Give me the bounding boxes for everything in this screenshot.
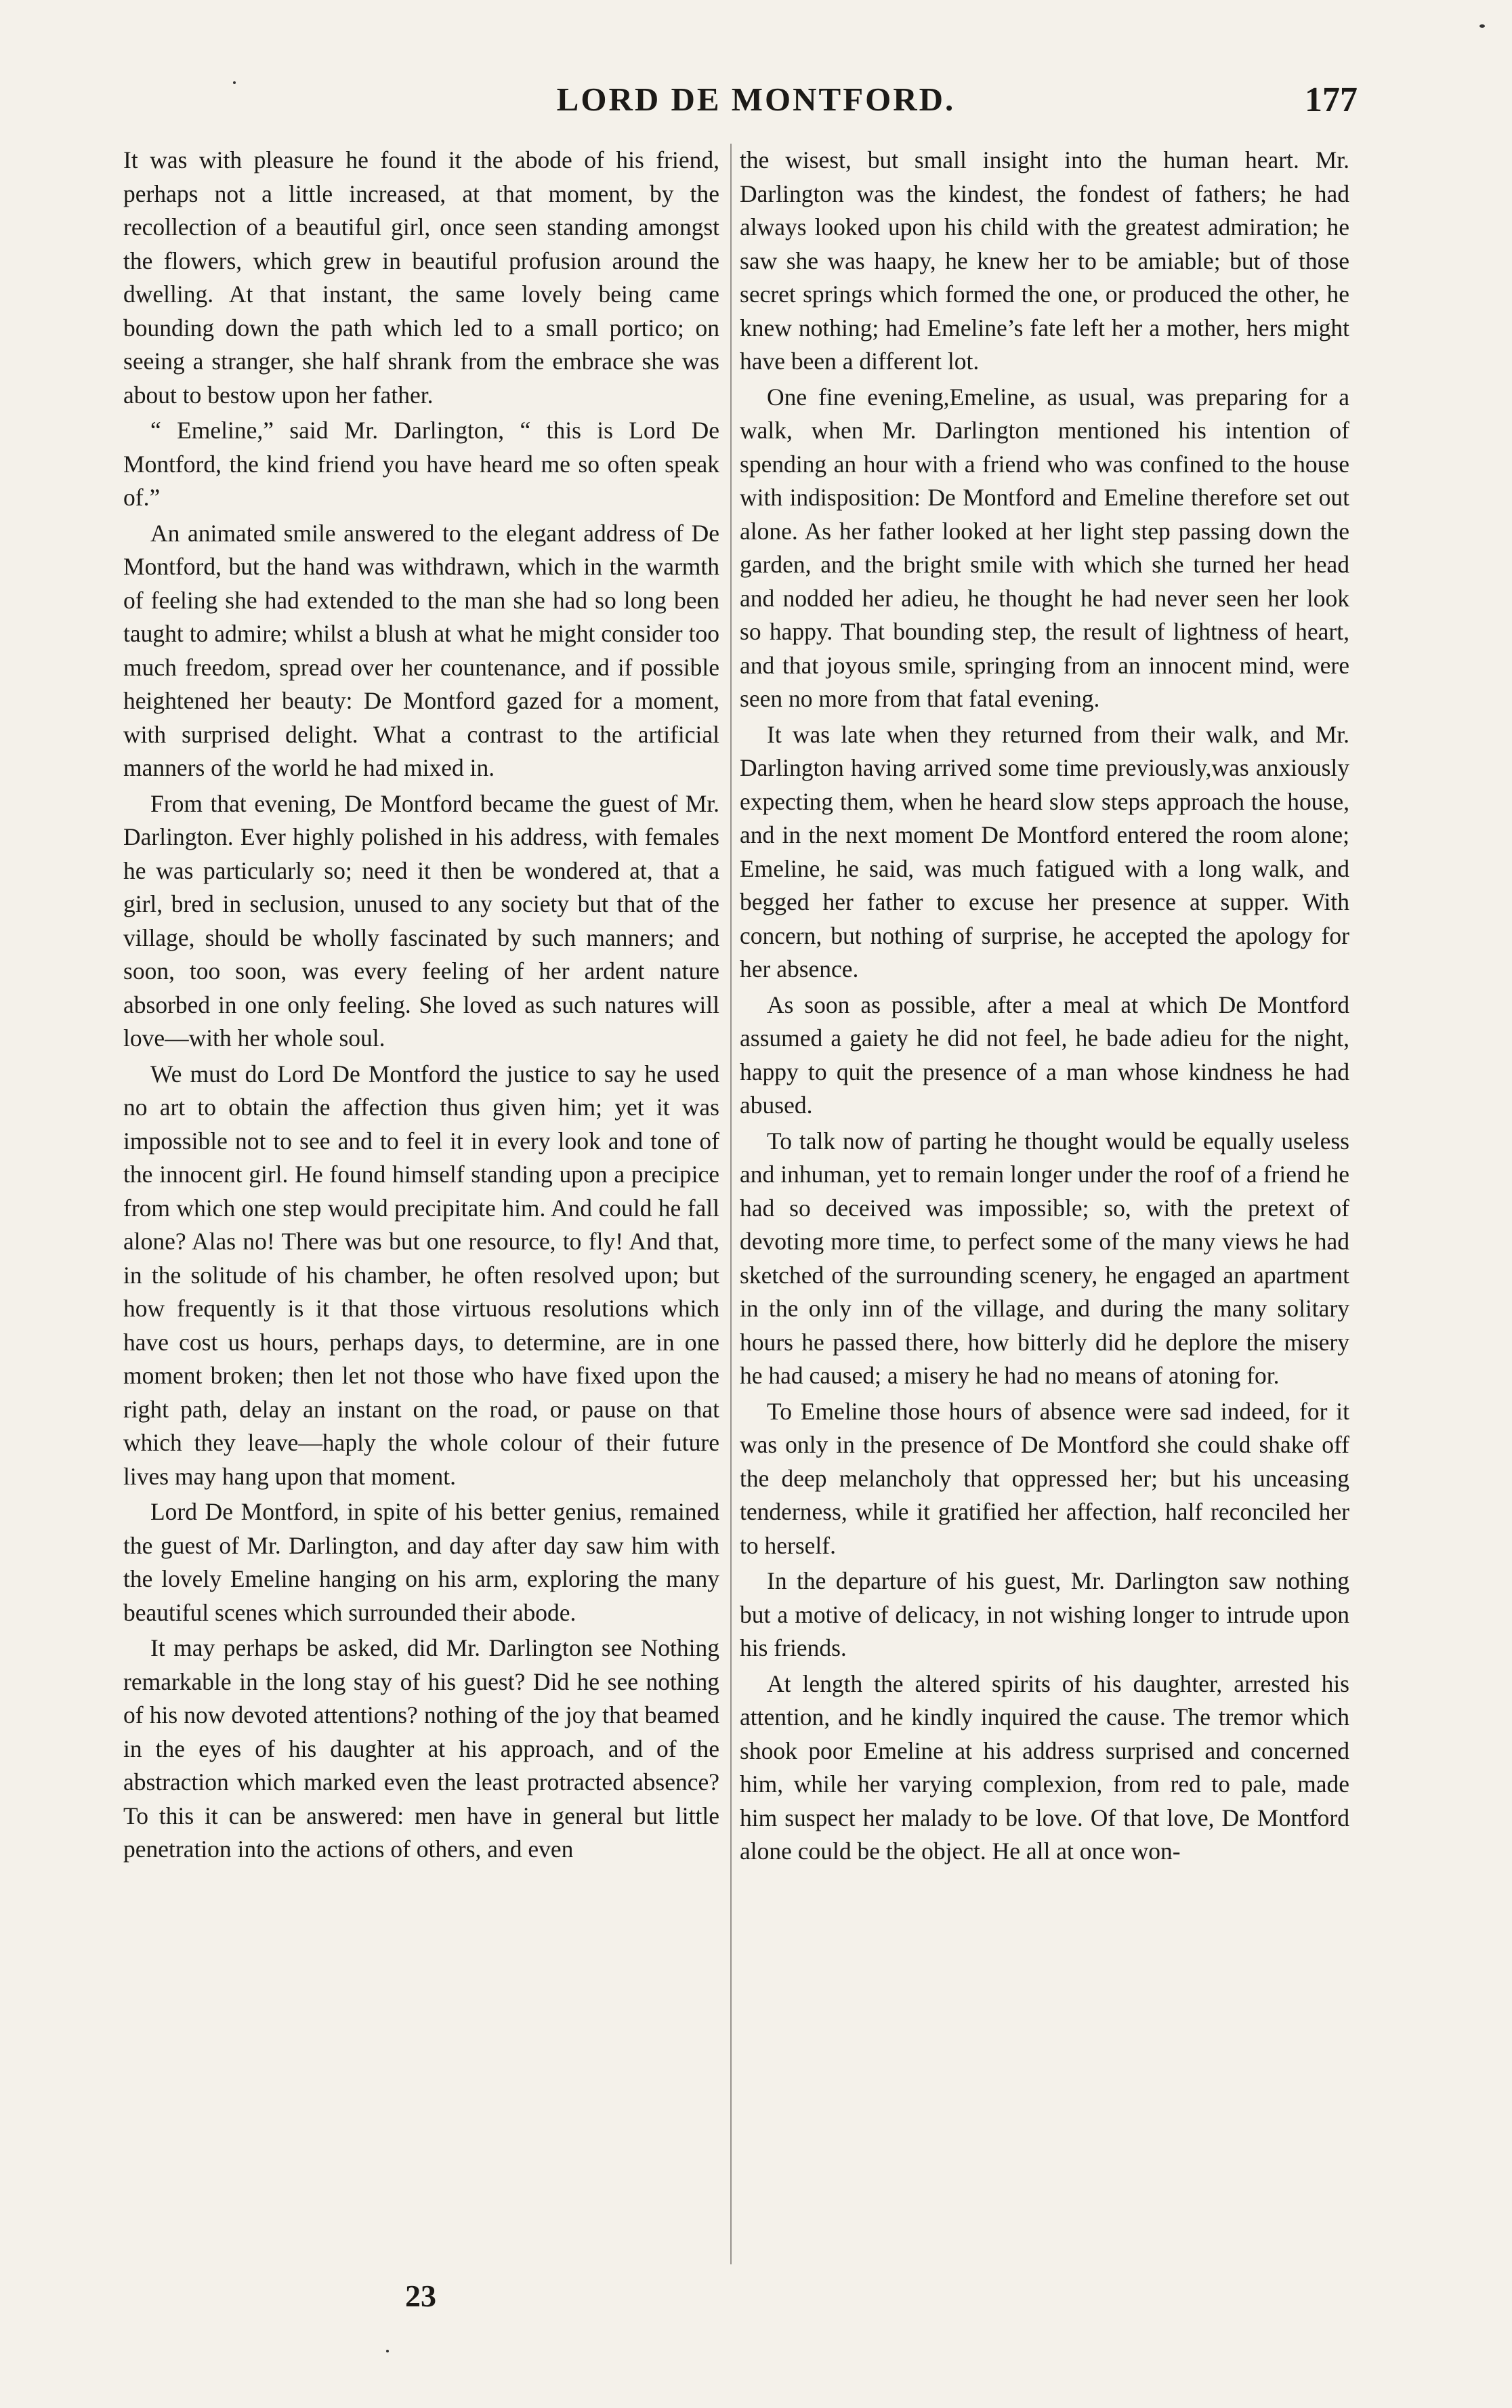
right-column [740, 144, 1349, 1871]
signature-mark: 23 [405, 2279, 436, 2313]
paragraph: “ Emeline,” said Mr. Darlington, “ this is Lord De Montford, the kind friend you have heard me so often speak of.” [123, 417, 719, 511]
left-column [123, 144, 719, 1869]
paragraph: From that evening, De Montford became the guest of Mr. Darlington. Ever highly polished in his address, with females he was particularly so; need it then be wondered at, that a girl, bred in seclusion, unused to any society but that of the village, should be wholly fascinated by such manners; and soon, too soon, was every feeling of her ardent nature absorbed in one only feeling. She loved as such natures will love—with her whole soul. [123, 789, 719, 1052]
paragraph: At length the altered spirits of his daughter, arrested his attention, and he kindly inquired the cause. The tremor which shook poor Emeline at his address surprised and concerned him, while her varying complexion, from red to pale, made him suspect her malady to be love. Of that love, De Montford alone could be the object. He all at once won- [740, 1669, 1349, 1865]
column-divider [730, 144, 732, 2264]
paragraph: We must do Lord De Montford the justice to say he used no art to obtain the affection thus given him; yet it was impossible not to see and to feel it in every look and tone of the innocent girl. He found himself standing upon a precipice from which one step would precipitate him. And could he fall alone? Alas no! There was but one resource, to fly! And that, in the solitude of his chamber, he often resolved upon; but how frequently is it that those virtuous resolutions which have cost us hours, perhaps days, to determine, are in one moment broken; then let not those who have fixed upon the right path, delay an instant on the road, or pause on that which they leave—haply the whole colour of their future lives may hang upon that moment. [123, 1060, 719, 1490]
paragraph: It was late when they returned from their walk, and Mr. Darlington having arrived some time previously,was anxiously expecting them, when he heard slow steps approach the house, and in the next moment De Montford entered the room alone; Emeline, he said, was much fatigued with a long walk, and begged her father to excuse her presence at supper. With concern, but nothing of surprise, he accepted the apology for her absence. [740, 720, 1349, 982]
page-header [0, 80, 1512, 127]
page-number: 177 [1305, 81, 1358, 119]
paragraph: It was with pleasure he found it the abode of his friend, perhaps not a little increased, at that moment, by the recollection of a beautiful girl, once seen standing amongst the flowers, which grew in beautiful profusion around the dwelling. At that instant, the same lovely being came bounding down the path which led to a small portico; on seeing a stranger, she half shrank from the embrace she was about to bestow upon her father. [123, 146, 719, 409]
paragraph: Lord De Montford, in spite of his better genius, remained the guest of Mr. Darlington, and day after day saw him with the lovely Emeline hanging on his arm, exploring the many beautiful scenes which surrounded their abode. [123, 1498, 719, 1626]
paragraph: As soon as possible, after a meal at which De Montford assumed a gaiety he did not feel, he bade adieu for the night, happy to quit the presence of a man whose kindness he had abused. [740, 991, 1349, 1119]
running-title: LORD DE MONTFORD. [556, 81, 956, 118]
paragraph: An animated smile answered to the elegant address of De Montford, but the hand was withdrawn, which in the warmth of feeling she had extended to the man she had so long been taught to admire; whilst a blush at what he might consider too much freedom, spread over her countenance, and if possible heightened her beauty: De Montford gazed for a moment, with surprised delight. What a contrast to the artificial manners of the world he had mixed in. [123, 519, 719, 781]
ink-speck [386, 2350, 389, 2352]
paragraph: To talk now of parting he thought would be equally useless and inhuman, yet to remain longer under the roof of a friend he had so deceived was impossible; so, with the pretext of devoting more time, to perfect some of the many views he had sketched of the surrounding scenery, he engaged an apartment in the only inn of the village, and during the many solitary hours he passed there, how bitterly did he deplore the misery he had caused; a misery he had no means of atoning for. [740, 1127, 1349, 1389]
paragraph: It may perhaps be asked, did Mr. Darlington see Nothing remarkable in the long stay of his guest? Did he see nothing of his now devoted attentions? nothing of the joy that beamed in the eyes of his daughter at his approach, and of the abstraction which marked even the least protracted absence? To this it can be answered: men have in general but little penetration into the actions of others, and even [123, 1634, 719, 1863]
paragraph: In the departure of his guest, Mr. Darlington saw nothing but a motive of delicacy, in not wishing longer to intrude upon his friends. [740, 1567, 1349, 1661]
ink-speck [233, 81, 236, 84]
paragraph: the wisest, but small insight into the human heart. Mr. Darlington was the kindest, the fondest of fathers; he had always looked upon his child with the greatest admiration; he saw she was haapy, he knew her to be amiable; but of those secret springs which formed the one, or produced the other, he knew nothing; had Emeline’s fate left her a mother, hers might have been a different lot. [740, 146, 1349, 375]
paragraph: To Emeline those hours of absence were sad indeed, for it was only in the presence of De Montford she could shake off the deep melancholy that oppressed her; but his unceasing tenderness, while it gratified her affection, half reconciled her to herself. [740, 1397, 1349, 1559]
paragraph: One fine evening,Emeline, as usual, was preparing for a walk, when Mr. Darlington mentioned his intention of spending an hour with a friend who was confined to the house with indisposition: De Montford and Emeline therefore set out alone. As her father looked at her light step passing down the garden, and the bright smile with which she turned her head and nodded her adieu, he thought he had never seen her look so happy. That bounding step, the result of lightness of heart, and that joyous smile, springing from an innocent mind, were seen no more from that fatal evening. [740, 383, 1349, 712]
ink-speck [1479, 24, 1485, 28]
